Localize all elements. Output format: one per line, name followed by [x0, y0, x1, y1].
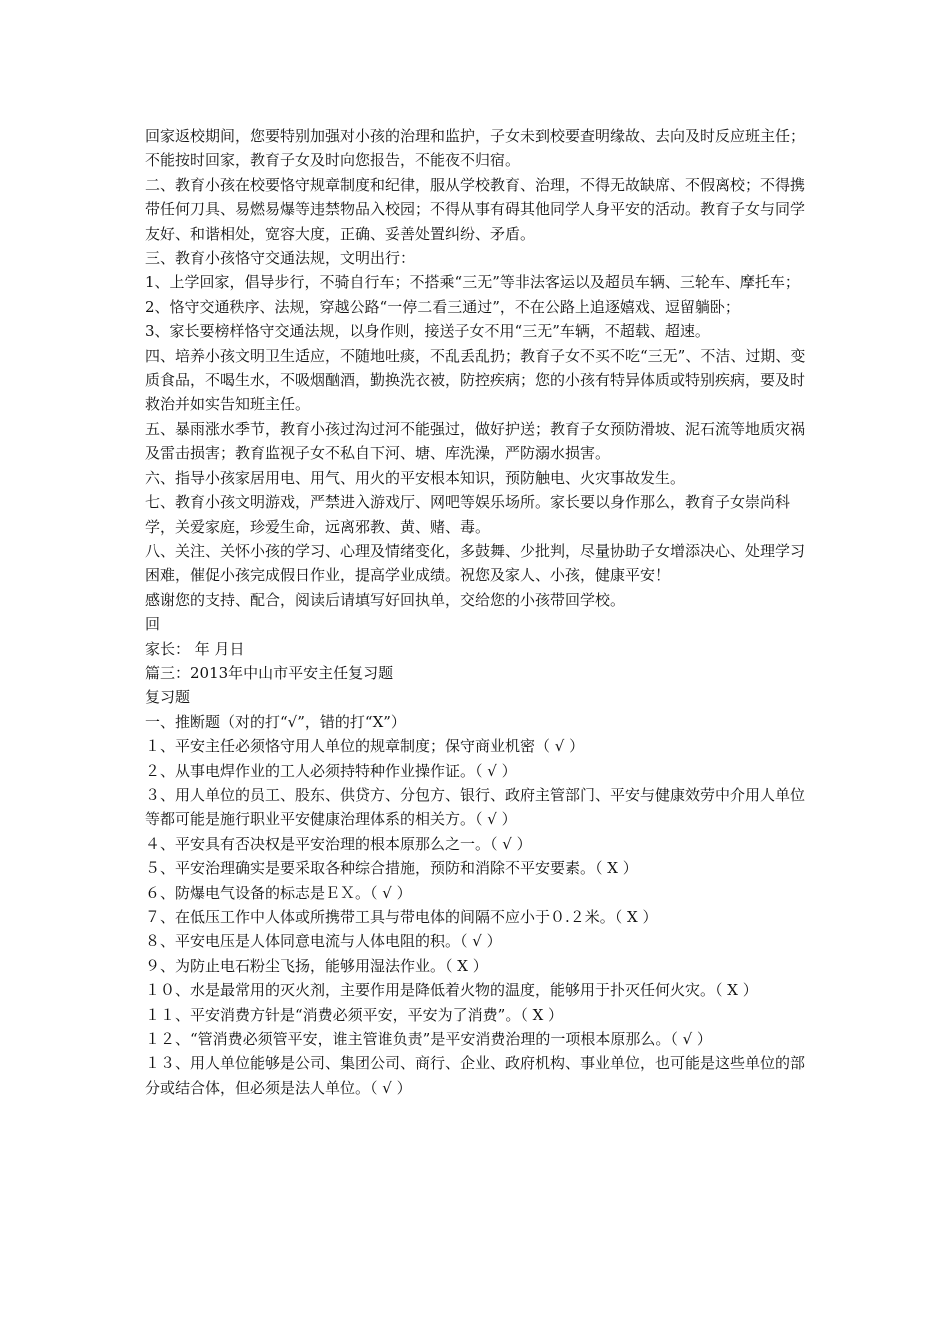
question-item: １、平安主任必须恪守用人单位的规章制度；保守商业机密（ √ ）	[145, 737, 585, 756]
question-item: ６、防爆电气设备的标志是ＥＸ。（ √ ）	[145, 883, 412, 902]
paragraph: 回	[145, 615, 161, 634]
question-item: ４、平安具有否决权是平安治理的根本原那么之一。（ √ ）	[145, 834, 532, 853]
question-item: ８、平安电压是人体同意电流与人体电阻的积。（ √ ）	[145, 932, 502, 951]
question-item: １１、平安消费方针是“消费必须平安，平安为了消费”。（ X ）	[145, 1005, 564, 1024]
question-item: ７、在低压工作中人体或所携带工具与带电体的间隔不应小于０.２米。（ X ）	[145, 908, 658, 926]
paragraph: 一、推断题（对的打“√”，错的打“X”）	[145, 712, 406, 731]
paragraph: 1、上学回家，倡导步行，不骑自行车；不搭乘“三无”等非法客运以及超员车辆、三轮车、摩托车；	[145, 273, 800, 292]
question-item: １０、水是最常用的灭火剂，主要作用是降低着火物的温度，能够用于扑灭任何火灾。（ X ）	[145, 981, 758, 1000]
paragraph: 三、教育小孩恪守交通法规，文明出行：	[145, 249, 416, 268]
paragraph: 3、家长要榜样恪守交通法规，以身作则，接送子女不用“三无”车辆，不超载、超速。	[145, 322, 710, 341]
document-body	[145, 124, 815, 1100]
paragraph: 2、恪守交通秩序、法规，穿越公路“一停二看三通过”，不在公路上追逐嬉戏、逗留躺卧；	[145, 297, 740, 316]
paragraph: 四、培养小孩文明卫生适应，不随地吐痰，不乱丢乱扔；教育子女不买不吃“三无”、不洁、过期、变质食品，不喝生水，不吸烟酗酒，勤换洗衣被，防控疾病；您的小孩有特异体质或特别疾病，要及时救治并如实告知班主任。	[145, 346, 806, 414]
paragraph: 感谢您的支持、配合，阅读后请填写好回执单，交给您的小孩带回学校。	[145, 590, 626, 609]
question-item: ３、用人单位的员工、股东、供贷方、分包方、银行、政府主管部门、平安与健康效劳中介用人单位等都可能是施行职业平安健康治理体系的相关方。（ √ ）	[145, 785, 806, 829]
question-item: ５、平安治理确实是要采取各种综合措施，预防和消除不平安要素。（ X ）	[145, 859, 638, 878]
paragraph: 回家返校期间，您要特别加强对小孩的治理和监护，子女未到校要查明缘故、去向及时反应班主任；不能按时回家，教育子女及时向您报告，不能夜不归宿。	[145, 127, 806, 170]
paragraph: 八、关注、关怀小孩的学习、心理及情绪变化，多鼓舞、少批判，尽量协助子女增添决心、处理学习困难，催促小孩完成假日作业，提高学业成绩。祝您及家人、小孩，健康平安！	[145, 541, 806, 585]
paragraph: 七、教育小孩文明游戏，严禁进入游戏厅、网吧等娱乐场所。家长要以身作那么，教育子女崇尚科学，关爱家庭，珍爱生命，远离邪教、黄、赌、毒。	[145, 493, 791, 536]
paragraph: 二、教育小孩在校要恪守规章制度和纪律，服从学校教育、治理，不得无故缺席、不假离校；不得携带任何刀具、易燃易爆等违禁物品入校园；不得从事有碍其他同学人身平安的活动。教育子女与同学友好、和谐相处，宽容大度，正确、妥善处置纠纷、矛盾。	[145, 175, 806, 243]
question-item: １２、“管消费必须管平安，谁主管谁负责”是平安消费治理的一项根本原那么。（ √ ）	[145, 1030, 712, 1049]
question-item: ９、为防止电石粉尘飞扬，能够用湿法作业。（ X ）	[145, 956, 488, 975]
paragraph: 家长： 年 月日	[145, 639, 245, 658]
paragraph: 复习题	[145, 688, 191, 707]
paragraph: 六、指导小孩家居用电、用气、用火的平安根本知识，预防触电、火灾事故发生。	[145, 468, 686, 487]
section-title: 篇三：2013年中山市平安主任复习题	[145, 663, 394, 682]
question-item: １３、用人单位能够是公司、集团公司、商行、企业、政府机构、事业单位，也可能是这些单位的部分或结合体，但必须是法人单位。（ √ ）	[145, 1054, 806, 1097]
question-item: ２、从事电焊作业的工人必须持特种作业操作证。（ √ ）	[145, 761, 517, 780]
paragraph: 五、暴雨涨水季节，教育小孩过沟过河不能强过，做好护送；教育子女预防滑坡、泥石流等地质灾祸及雷击损害；教育监视子女不私自下河、塘、库洗澡，严防溺水损害。	[145, 419, 806, 463]
